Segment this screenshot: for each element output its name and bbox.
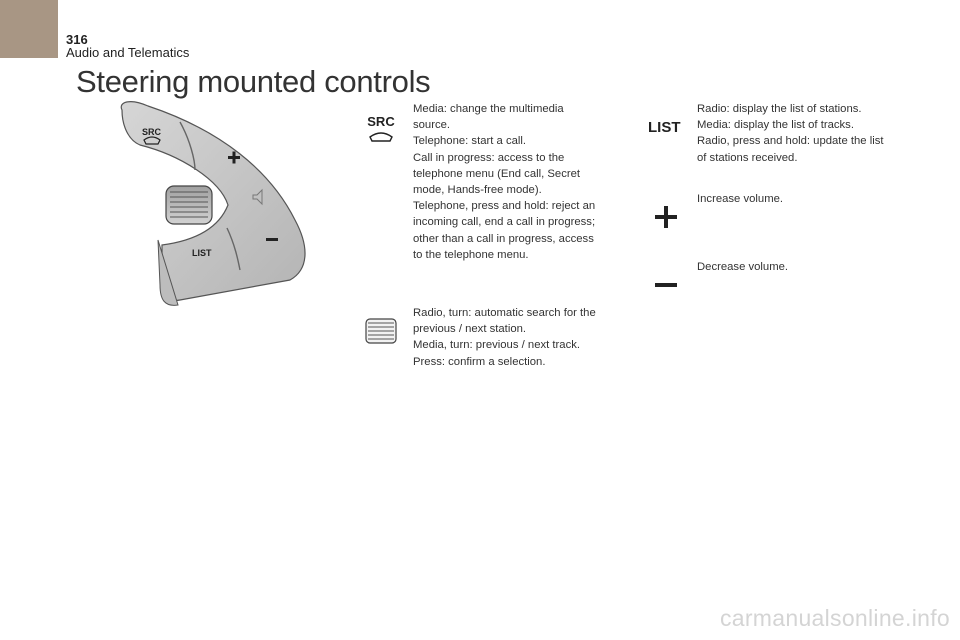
src-icon <box>364 114 398 146</box>
page-number: 316 <box>66 32 88 47</box>
illustration-list-label: LIST <box>192 248 212 258</box>
watermark: carmanualsonline.info <box>719 605 950 631</box>
chapter-tab <box>0 0 58 58</box>
wheel-description: Radio, turn: automatic search for the previous / next station. Media, turn: previous / next track. Press: confirm a selection. <box>413 307 596 368</box>
thumbwheel-icon <box>365 318 397 344</box>
illustration-minus-button <box>266 238 278 241</box>
page-title: Steering mounted controls <box>76 64 431 99</box>
minus-description: Decrease volume. <box>697 261 789 273</box>
plus-icon <box>655 206 677 228</box>
steering-controls-illustration <box>100 100 325 310</box>
src-description: Media: change the multimedia source. Telephone: start a call. Call in progress: access to the telephone menu (End call, Secret mode, Hands-free mode). Telephone, press and hold: reject an incoming call, end a call in progress; other than a call in progress, access to the telephone menu. <box>413 103 596 261</box>
section-name: Audio and Telematics <box>66 45 190 60</box>
list-description: Radio: display the list of stations. Media: display the list of tracks. Radio, press and hold: update the list of stations received. <box>697 103 884 164</box>
illustration-thumbwheel <box>166 186 212 224</box>
src-icon-label: SRC <box>367 114 395 129</box>
minus-icon <box>655 283 677 288</box>
phone-handset-icon <box>368 131 394 143</box>
illustration-src-label: SRC <box>142 127 162 137</box>
list-icon: LIST <box>648 119 681 136</box>
plus-description: Increase volume. <box>697 193 784 205</box>
